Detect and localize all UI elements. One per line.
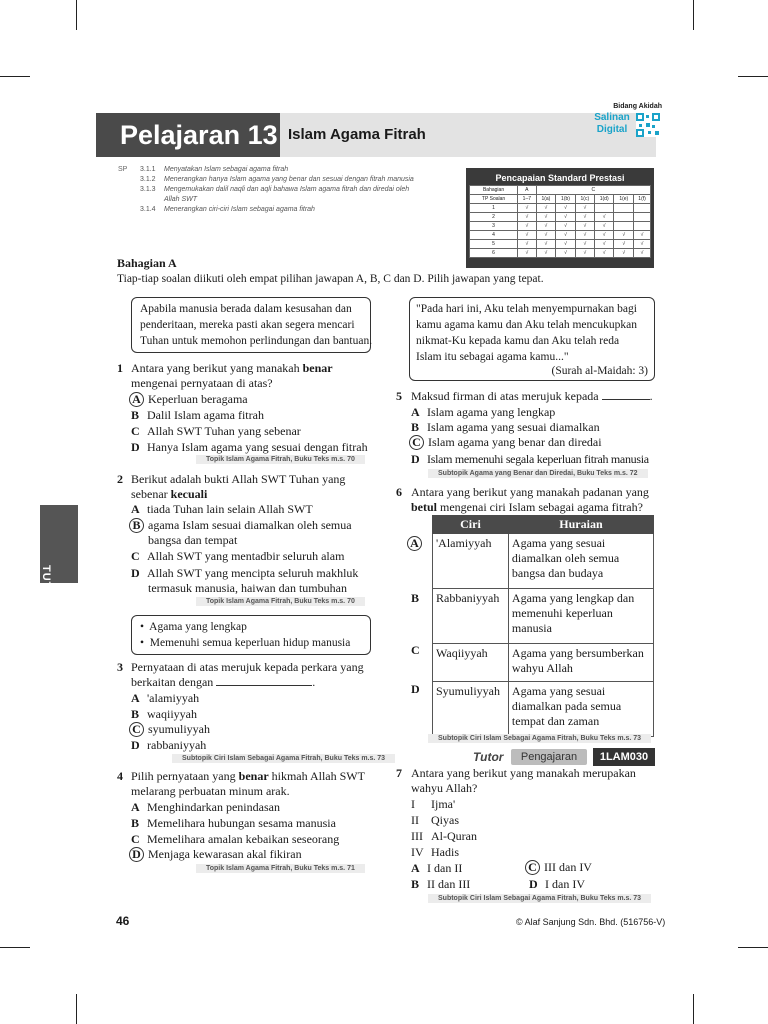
achievement-cell: √ bbox=[575, 204, 594, 213]
achievement-cell: √ bbox=[634, 231, 651, 240]
achievement-cell: √ bbox=[536, 240, 556, 249]
achievement-cell: √ bbox=[556, 231, 576, 240]
achievement-cell: √ bbox=[556, 213, 576, 222]
ciri-huraian-table bbox=[432, 515, 654, 737]
achievement-cell: 1 bbox=[470, 204, 518, 213]
option-a[interactable]: A 'alamiyyah bbox=[131, 691, 200, 705]
achievement-cell bbox=[594, 204, 614, 213]
achievement-cell: √ bbox=[518, 213, 537, 222]
option-d-correct[interactable]: D Menjaga kewarasan akal fikiran bbox=[129, 847, 302, 862]
achievement-cell: √ bbox=[575, 231, 594, 240]
stimulus-line: Apabila manusia berada dalam kesusahan dan bbox=[140, 303, 352, 315]
topic-reference: Topik Islam Agama Fitrah, Buku Teks m.s. 71 bbox=[196, 864, 365, 873]
option-b[interactable]: B II dan III bbox=[411, 877, 471, 891]
sub-header: 1(d) bbox=[594, 195, 614, 204]
qr-code-icon[interactable] bbox=[636, 113, 660, 137]
bullet-item: • Agama yang lengkap bbox=[140, 621, 247, 633]
achievement-cell: √ bbox=[536, 222, 556, 231]
achievement-cell bbox=[634, 222, 651, 231]
crop-mark bbox=[0, 947, 30, 948]
achievement-cell: √ bbox=[634, 240, 651, 249]
achievement-cell: √ bbox=[536, 213, 556, 222]
achievement-cell: √ bbox=[594, 213, 614, 222]
question-stem: Antara yang berikut yang manakah merupakan bbox=[411, 766, 636, 780]
option-a[interactable]: A tiada Tuhan lain selain Allah SWT bbox=[131, 502, 313, 516]
lesson-code: 1LAM030 bbox=[593, 748, 655, 766]
stimulus-box bbox=[131, 297, 371, 353]
bullet-item: • Memenuhi semua keperluan hidup manusia bbox=[140, 637, 351, 649]
quote-box bbox=[409, 297, 655, 381]
crop-mark bbox=[76, 994, 77, 1024]
pengajaran-label: Pengajaran bbox=[511, 749, 587, 765]
huraian-cell: Agama yang sesuai diamalkan oleh semua bangsa dan budaya bbox=[508, 534, 653, 589]
question-stem: betul mengenai ciri Islam sebagai agama fitrah? bbox=[411, 500, 643, 514]
quote-source: (Surah al-Maidah: 3) bbox=[551, 365, 648, 377]
achievement-row bbox=[470, 204, 651, 213]
option-c[interactable]: C bbox=[411, 643, 420, 657]
objective-item: Allah SWT bbox=[164, 196, 198, 203]
question-number: 2 bbox=[117, 472, 123, 486]
crop-mark bbox=[738, 76, 768, 77]
objective-item: 3.1.3 Mengemukakan dalil naqli dan aqli bahawa Islam agama fitrah dan diredai oleh bbox=[140, 186, 410, 193]
achievement-cell: 5 bbox=[470, 240, 518, 249]
achievement-cell: √ bbox=[518, 249, 537, 258]
option-d[interactable]: D bbox=[411, 682, 420, 696]
col-bahagian: Bahagian bbox=[470, 186, 518, 195]
table-row[interactable] bbox=[433, 644, 654, 682]
option-d[interactable]: D rabbaniyyah bbox=[131, 738, 207, 752]
section-instruction: Tiap-tiap soalan diikuti oleh empat pilihan jawapan A, B, C dan D. Pilih jawapan yang tepat. bbox=[117, 273, 544, 285]
question-stem: berkaitan dengan . bbox=[131, 675, 316, 689]
stimulus-line: Tuhan untuk memohon perlindungan dan bantuan. bbox=[140, 335, 373, 347]
option-c[interactable]: C Allah SWT Tuhan yang sebenar bbox=[131, 424, 301, 438]
option-d[interactable]: D Allah SWT yang mencipta seluruh makhluk bbox=[131, 566, 359, 580]
option-d[interactable]: D Islam memenuhi segala keperluan fitrah manusia bbox=[411, 452, 649, 466]
ciri-cell: Waqiiyyah bbox=[433, 644, 509, 682]
section-title: Bahagian A bbox=[117, 256, 177, 270]
copyright: © Alaf Sanjung Sdn. Bhd. (516756-V) bbox=[516, 917, 666, 927]
list-item: I Ijma' bbox=[411, 797, 456, 811]
objective-item: 3.1.4 Menerangkan ciri-ciri Islam sebagai agama fitrah bbox=[140, 206, 315, 213]
option-d[interactable]: D Hanya Islam agama yang sesuai dengan fitrah bbox=[131, 440, 368, 454]
question-stem: mengenai pernyataan di atas? bbox=[131, 376, 273, 390]
achievement-cell: √ bbox=[518, 240, 537, 249]
option-b[interactable]: B waqiiyyah bbox=[131, 707, 197, 721]
tutor-side-tab[interactable] bbox=[40, 505, 78, 608]
crop-mark bbox=[693, 0, 694, 30]
huraian-cell: Agama yang bersumberkan wahyu Allah bbox=[508, 644, 653, 682]
ciri-cell: 'Alamiyyah bbox=[433, 534, 509, 589]
achievement-cell bbox=[634, 204, 651, 213]
table-row[interactable] bbox=[433, 589, 654, 644]
table-row[interactable] bbox=[433, 534, 654, 589]
achievement-cell bbox=[614, 213, 634, 222]
option-b[interactable]: B bbox=[411, 591, 420, 605]
option-c[interactable]: C Allah SWT yang mentadbir seluruh alam bbox=[131, 549, 345, 563]
achievement-row bbox=[470, 213, 651, 222]
lesson-subtitle: Islam Agama Fitrah bbox=[288, 126, 426, 143]
topic-reference: Subtopik Ciri Islam Sebagai Agama Fitrah, Buku Teks m.s. 73 bbox=[172, 754, 395, 763]
achievement-cell: √ bbox=[614, 240, 634, 249]
question-number: 5 bbox=[396, 389, 402, 403]
sub-header: 1(a) bbox=[536, 195, 556, 204]
quote-line: "Pada hari ini, Aku telah menyempurnakan bagi bbox=[416, 303, 637, 315]
sub-header: 1–7 bbox=[518, 195, 537, 204]
question-stem: Antara yang berikut yang manakah benar bbox=[131, 361, 333, 375]
question-stem: Antara yang berikut yang manakah padanan yang bbox=[411, 485, 649, 499]
achievement-cell: √ bbox=[536, 249, 556, 258]
col-a: A bbox=[518, 186, 537, 195]
salinan-text: Salinan bbox=[594, 112, 630, 123]
topic-reference: Subtopik Ciri Islam Sebagai Agama Fitrah, Buku Teks m.s. 73 bbox=[428, 734, 651, 743]
sp-label: SP bbox=[118, 166, 128, 173]
achievement-cell: √ bbox=[556, 222, 576, 231]
achievement-cell: √ bbox=[518, 204, 537, 213]
option-c-correct[interactable]: C Islam agama yang benar dan diredai bbox=[409, 435, 602, 450]
achievement-cell: √ bbox=[556, 249, 576, 258]
huraian-cell: Agama yang sesuai diamalkan pada semua tempat dan zaman bbox=[508, 682, 653, 737]
crop-mark bbox=[693, 994, 694, 1024]
achievement-row bbox=[470, 222, 651, 231]
achievement-cell: √ bbox=[634, 249, 651, 258]
question-stem: Pernyataan di atas merujuk kepada perkara yang bbox=[131, 660, 364, 674]
ciri-cell: Rabbaniyyah bbox=[433, 589, 509, 644]
stimulus-box bbox=[131, 615, 371, 655]
lesson-banner bbox=[96, 113, 656, 157]
topic-reference: Subtopik Agama yang Benar dan Diredai, Buku Teks m.s. 72 bbox=[428, 469, 648, 478]
option-a-correct[interactable]: A bbox=[407, 536, 423, 551]
sub-header: 1(e) bbox=[614, 195, 634, 204]
huraian-cell: Agama yang lengkap dan memenuhi keperluan manusia bbox=[508, 589, 653, 644]
achievement-cell: √ bbox=[536, 204, 556, 213]
table-row[interactable] bbox=[433, 682, 654, 737]
question-number: 1 bbox=[117, 361, 123, 375]
achievement-cell bbox=[614, 204, 634, 213]
achievement-cell: √ bbox=[594, 222, 614, 231]
achievement-cell: √ bbox=[575, 249, 594, 258]
stimulus-line: penderitaan, mereka pasti akan segera mencari bbox=[140, 319, 355, 331]
question-stem: melarang perbuatan minum arak. bbox=[131, 784, 290, 798]
achievement-cell: √ bbox=[614, 249, 634, 258]
question-number: 4 bbox=[117, 769, 123, 783]
option-b[interactable]: B Memelihara hubungan sesama manusia bbox=[131, 816, 336, 830]
quote-line: nikmat-Ku kepada kamu dan Aku telah reda bbox=[416, 335, 620, 347]
option-a[interactable]: A I dan II bbox=[411, 861, 463, 875]
option-b-cont: bangsa dan tempat bbox=[148, 533, 238, 547]
tutor-tab-label: TUTOR bbox=[40, 565, 52, 608]
achievement-cell: √ bbox=[594, 240, 614, 249]
achievement-cell: 2 bbox=[470, 213, 518, 222]
achievement-standard-table bbox=[466, 168, 654, 268]
question-number: 3 bbox=[117, 660, 123, 674]
achievement-grid bbox=[469, 185, 651, 258]
achievement-cell: √ bbox=[575, 222, 594, 231]
achievement-cell: √ bbox=[518, 231, 537, 240]
question-stem: Berikut adalah bukti Allah SWT Tuhan yang bbox=[131, 472, 346, 486]
list-item: IV Hadis bbox=[411, 845, 459, 859]
achievement-cell: √ bbox=[614, 231, 634, 240]
achievement-cell: 4 bbox=[470, 231, 518, 240]
achievement-title: Pencapaian Standard Prestasi bbox=[495, 173, 625, 183]
objective-item: 3.1.1 Menyatakan Islam sebagai agama fitrah bbox=[140, 166, 289, 173]
crop-mark bbox=[0, 76, 30, 77]
question-stem: Pilih pernyataan yang benar hikmah Allah SWT bbox=[131, 769, 365, 783]
option-b[interactable]: B Dalil Islam agama fitrah bbox=[131, 408, 264, 422]
achievement-cell bbox=[614, 222, 634, 231]
option-b[interactable]: B Islam agama yang sesuai diamalkan bbox=[411, 420, 600, 434]
lesson-title: Pelajaran 13 bbox=[96, 113, 280, 157]
achievement-cell: √ bbox=[556, 204, 576, 213]
col-ciri: Ciri bbox=[433, 516, 509, 534]
option-d-cont: termasuk manusia, haiwan dan tumbuhan bbox=[148, 581, 347, 595]
option-d[interactable]: D I dan IV bbox=[529, 877, 585, 891]
digital-text: Digital bbox=[596, 124, 628, 135]
topic-reference: Topik Islam Agama Fitrah, Buku Teks m.s. 70 bbox=[196, 597, 365, 606]
question-stem: wahyu Allah? bbox=[411, 781, 478, 795]
achievement-cell: √ bbox=[575, 213, 594, 222]
list-item: III Al-Quran bbox=[411, 829, 477, 843]
achievement-cell: 3 bbox=[470, 222, 518, 231]
option-a-correct[interactable]: A Keperluan beragama bbox=[129, 392, 248, 407]
achievement-cell: √ bbox=[518, 222, 537, 231]
tutor-pengajaran-bar[interactable] bbox=[473, 748, 655, 766]
option-c[interactable]: C Memelihara amalan kebaikan seseorang bbox=[131, 832, 340, 846]
quote-line: kamu agama kamu dan Aku telah mencukupkan bbox=[416, 319, 637, 331]
sub-header: 1(b) bbox=[556, 195, 576, 204]
option-a[interactable]: A Islam agama yang lengkap bbox=[411, 405, 556, 419]
crop-mark bbox=[76, 0, 77, 30]
col-c: C bbox=[536, 186, 650, 195]
achievement-cell: 6 bbox=[470, 249, 518, 258]
question-stem: Maksud firman di atas merujuk kepada . bbox=[411, 389, 653, 403]
page-number: 46 bbox=[116, 914, 130, 928]
sub-header: 1(c) bbox=[575, 195, 594, 204]
ciri-cell: Syumuliyyah bbox=[433, 682, 509, 737]
sub-header: 1(f) bbox=[634, 195, 651, 204]
subject-label: Bidang Akidah bbox=[613, 103, 662, 110]
achievement-cell: √ bbox=[536, 231, 556, 240]
quote-line: Islam itu sebagai agama kamu..." bbox=[416, 351, 569, 363]
achievement-cell: √ bbox=[594, 249, 614, 258]
col-huraian: Huraian bbox=[508, 516, 653, 534]
list-item: II Qiyas bbox=[411, 813, 459, 827]
option-b-correct[interactable]: B agama Islam sesuai diamalkan oleh semua bbox=[129, 518, 352, 533]
question-stem: sebenar kecuali bbox=[131, 487, 208, 501]
achievement-row bbox=[470, 240, 651, 249]
col-tp-soalan: TP Soalan bbox=[470, 195, 518, 204]
achievement-cell: √ bbox=[575, 240, 594, 249]
option-c-correct[interactable]: C syumuliyyah bbox=[129, 722, 210, 737]
option-c-correct[interactable]: C III dan IV bbox=[525, 860, 592, 875]
tutor-label: Tutor bbox=[473, 750, 504, 764]
crop-mark bbox=[738, 947, 768, 948]
question-number: 7 bbox=[396, 766, 402, 780]
achievement-row bbox=[470, 231, 651, 240]
achievement-cell: √ bbox=[556, 240, 576, 249]
achievement-cell: √ bbox=[594, 231, 614, 240]
achievement-cell bbox=[634, 213, 651, 222]
objective-item: 3.1.2 Menerangkan hanya Islam agama yang benar dan sesuai dengan fitrah manusia bbox=[140, 176, 414, 183]
achievement-row bbox=[470, 249, 651, 258]
topic-reference: Topik Islam Agama Fitrah, Buku Teks m.s. 70 bbox=[196, 455, 365, 464]
digital-copy-label bbox=[591, 112, 633, 136]
question-number: 6 bbox=[396, 485, 402, 499]
topic-reference: Subtopik Ciri Islam Sebagai Agama Fitrah, Buku Teks m.s. 73 bbox=[428, 894, 651, 903]
option-a[interactable]: A Menghindarkan penindasan bbox=[131, 800, 280, 814]
